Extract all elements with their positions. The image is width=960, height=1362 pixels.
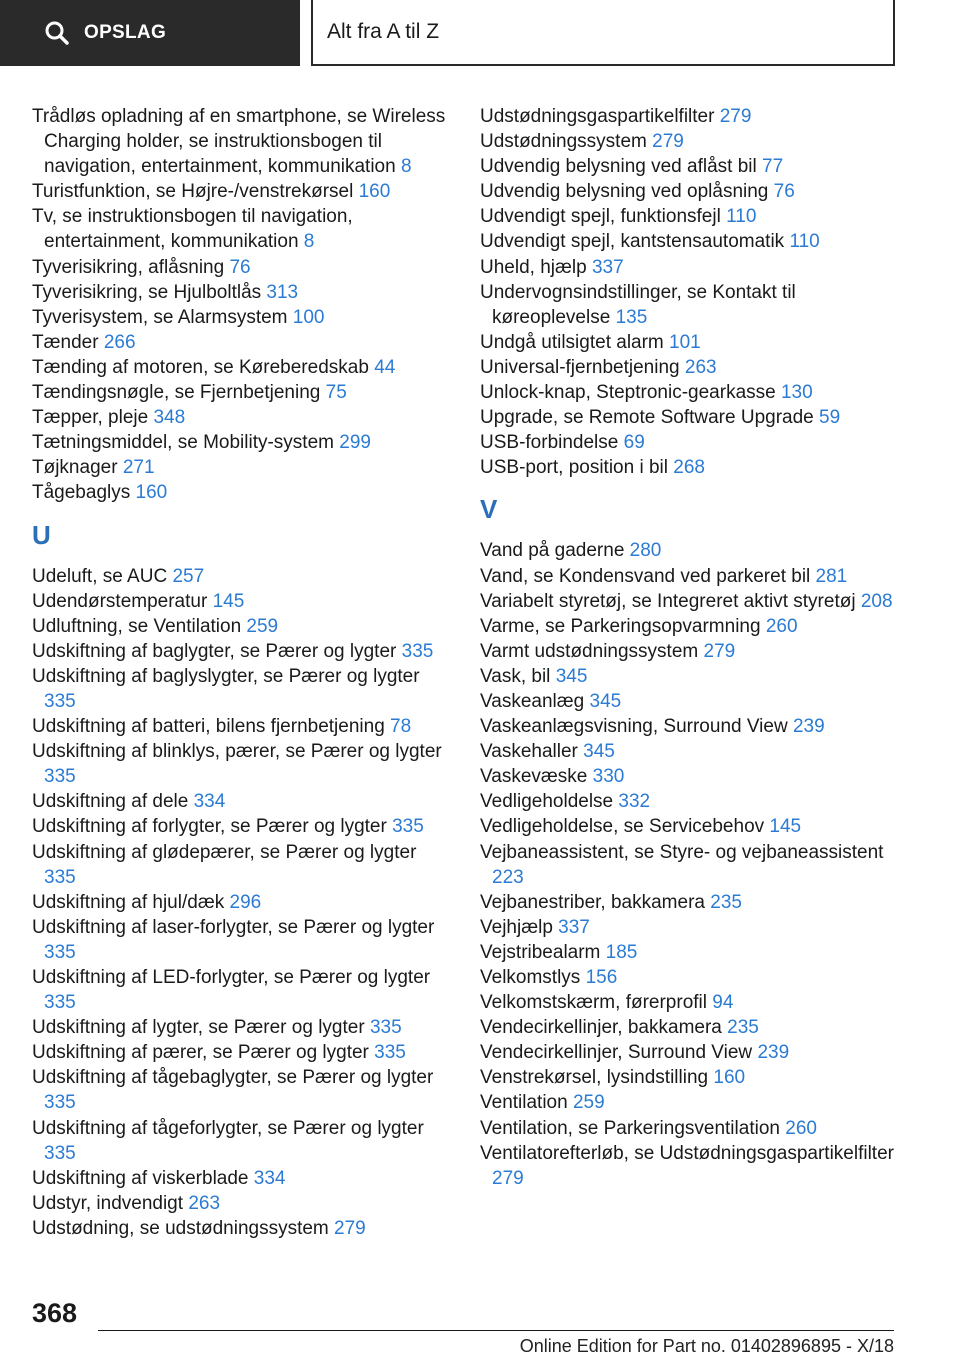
index-entry [32, 455, 452, 480]
index-entry-text: Udluftning, se Ventilation [32, 615, 242, 637]
index-entry-text: Udendørstemperatur [32, 590, 208, 612]
page-reference-link[interactable]: 235 [727, 1017, 759, 1039]
index-entry-text: Udstyr, indvendigt [32, 1192, 184, 1214]
index-entry [32, 280, 452, 305]
index-entry-text: Vand, se Kondensvand ved parkeret bil [480, 565, 811, 587]
index-entry-text: Venstrekørsel, lysindstilling [480, 1067, 709, 1089]
page-reference-link[interactable]: 145 [769, 816, 802, 838]
page-reference-link[interactable]: 160 [358, 181, 391, 203]
index-entry-text: Tæpper, pleje [32, 407, 149, 429]
section-title [311, 0, 895, 66]
index-entry-text: Vand på gaderne [480, 540, 625, 562]
index-entry [32, 204, 452, 254]
index-entry-text: Vask, bil [480, 665, 551, 687]
page-reference-link[interactable]: 239 [757, 1042, 790, 1064]
page-reference-link[interactable]: 332 [618, 791, 651, 813]
index-entry [32, 589, 452, 614]
index-entry-text: USB-port, position i bil [480, 457, 668, 479]
page-reference-link[interactable]: 8 [303, 231, 315, 253]
index-letter-heading: V [480, 494, 498, 525]
page-number: 368 [32, 1298, 78, 1328]
index-entry [480, 1141, 900, 1191]
index-entry [32, 739, 452, 789]
index-entry-text: Velkomstskærm, førerprofil [480, 992, 707, 1014]
index-entry-text: Udstødningsgaspartikelfilter [480, 106, 715, 127]
index-entry [480, 639, 900, 664]
index-entry-text: Udskiftning af baglygter, se Pærer og lygter [32, 640, 397, 662]
page-reference-link[interactable]: 69 [623, 432, 645, 454]
index-entry [480, 255, 900, 280]
index-entry-text: Udskiftning af tågebaglygter, se Pærer og lygter [32, 1067, 434, 1089]
page-reference-link[interactable]: 268 [673, 457, 705, 479]
index-entry [480, 840, 900, 890]
page-reference-link[interactable]: 76 [773, 181, 795, 203]
page-reference-link[interactable]: 260 [785, 1117, 817, 1139]
index-entry-text: Vejhjælp [480, 916, 553, 938]
index-entry-text: Tyverisikring, se Hjulboltlås [32, 281, 262, 303]
page-reference-link[interactable]: 259 [246, 615, 279, 637]
index-entry-text: Udskiftning af forlygter, se Pærer og lygter [32, 816, 387, 838]
index-entry [480, 664, 900, 689]
index-entry-text: Upgrade, se Remote Software Upgrade [480, 407, 814, 429]
index-entry-text: Vendecirkellinjer, Surround View [480, 1042, 753, 1064]
page-reference-link[interactable]: 259 [572, 1092, 605, 1114]
index-entry [480, 1090, 900, 1115]
index-entry-text: Variabelt styretøj, se Integreret aktivt styretøj [480, 590, 856, 612]
index-entry [32, 639, 452, 664]
index-entry-text: USB-forbindelse [480, 432, 619, 454]
page-reference-link[interactable]: 334 [193, 791, 226, 813]
index-entry-text: Udskiftning af LED-forlygter, se Pærer og lygter [32, 967, 431, 988]
page-reference-link[interactable]: 337 [591, 256, 624, 278]
section-title-text: Alt fra A til Z [327, 20, 440, 43]
index-entry-text: Udeluft, se AUC [32, 565, 168, 587]
page-reference-link[interactable]: 335 [374, 1042, 406, 1064]
index-column-right [480, 104, 900, 1191]
index-entry [480, 229, 900, 254]
index-entry [480, 789, 900, 814]
page-reference-link[interactable]: 78 [390, 716, 412, 738]
page-reference-link[interactable]: 335 [44, 941, 76, 963]
page-reference-link[interactable]: 335 [392, 816, 424, 838]
page-reference-link[interactable]: 345 [589, 690, 622, 712]
page-reference-link[interactable]: 345 [555, 665, 588, 687]
index-entry [480, 689, 900, 714]
index-entry [480, 129, 900, 154]
index-entry-text: Udskiftning af hjul/dæk [32, 891, 225, 913]
index-entry-text: Trådløs opladning af en smartphone, se Wireless Charging holder, se instruktionsbogen til navigation, entertainment, kommunikation [32, 106, 446, 178]
index-entry-text: Udskiftning af baglyslygter, se Pærer og lygter [32, 665, 420, 687]
page-reference-link[interactable]: 263 [684, 356, 717, 378]
index-entry [32, 179, 452, 204]
page-reference-link[interactable]: 279 [492, 1167, 524, 1189]
index-entry-text: Velkomstlys [480, 967, 581, 988]
page-reference-link[interactable]: 145 [212, 590, 245, 612]
page-reference-link[interactable]: 330 [592, 766, 625, 788]
index-entry [480, 890, 900, 915]
index-entry-text: Vendecirkellinjer, bakkamera [480, 1017, 722, 1039]
index-entry-text: Undgå utilsigtet alarm [480, 331, 664, 353]
index-entry [32, 104, 452, 179]
index-entry-text: Varmt udstødningssystem [480, 640, 699, 662]
page-reference-link[interactable]: 335 [44, 690, 76, 712]
index-entry-text: Tøjknager [32, 457, 118, 479]
page-reference-link[interactable]: 279 [719, 106, 752, 127]
index-entry [32, 305, 452, 330]
search-icon [44, 20, 70, 46]
page-reference-link[interactable]: 44 [374, 356, 396, 378]
index-entry [480, 154, 900, 179]
page-reference-link[interactable]: 76 [229, 256, 251, 278]
index-entry [32, 915, 452, 965]
index-column-left [32, 104, 452, 1241]
page-reference-link[interactable]: 299 [339, 432, 371, 454]
index-letter-heading: U [32, 519, 51, 550]
index-entry [480, 1015, 900, 1040]
index-entry [480, 564, 900, 589]
index-entry [32, 1065, 452, 1115]
page-reference-link[interactable]: 337 [558, 916, 590, 938]
index-entry-text: Udvendig belysning ved oplåsning [480, 181, 769, 203]
page-reference-link[interactable]: 313 [266, 281, 299, 303]
page-reference-link[interactable]: 263 [188, 1192, 221, 1214]
index-entry [32, 330, 452, 355]
index-entry [32, 714, 452, 739]
index-entry [480, 179, 900, 204]
page-reference-link[interactable]: 235 [710, 891, 742, 913]
index-entry-text: Vedligeholdelse [480, 791, 614, 813]
index-entry-text: Vejstribealarm [480, 941, 601, 963]
page-reference-link[interactable]: 279 [703, 640, 736, 662]
index-entry [480, 330, 900, 355]
index-entry [480, 280, 900, 330]
index-entry [32, 380, 452, 405]
index-entry [480, 380, 900, 405]
index-entry-text: Udvendigt spejl, funktionsfejl [480, 206, 721, 228]
index-entry [32, 965, 452, 1015]
index-entry [32, 355, 452, 380]
page-reference-link[interactable]: 94 [712, 992, 734, 1014]
page-reference-link[interactable]: 77 [762, 156, 784, 178]
index-entry-text: Vaskeanlæg [480, 690, 585, 712]
index-entry-text: Uheld, hjælp [480, 256, 587, 278]
index-entry [32, 789, 452, 814]
index-entry-text: Unlock-knap, Steptronic-gearkasse [480, 382, 776, 404]
index-entry-text: Varme, se Parkeringsopvarmning [480, 615, 761, 637]
index-entry [480, 1116, 900, 1141]
page-reference-link[interactable]: 75 [325, 382, 347, 404]
index-entry-text: Ventilation [480, 1092, 568, 1114]
index-entry [32, 1040, 452, 1065]
index-entry-text: Tv, se instruktionsbogen til navigation, entertainment, kommunikation [32, 206, 353, 253]
page-reference-link[interactable]: 208 [860, 590, 893, 612]
index-entry-text: Tænder [32, 331, 99, 353]
index-entry-text: Tyverisystem, se Alarmsystem [32, 306, 288, 328]
index-entry-text: Udskiftning af pærer, se Pærer og lygter [32, 1042, 369, 1064]
index-entry-text: Vaskeanlægsvisning, Surround View [480, 716, 788, 738]
page-reference-link[interactable]: 279 [334, 1217, 366, 1239]
index-entry [480, 1065, 900, 1090]
index-entry-text: Udskiftning af dele [32, 791, 189, 813]
index-entry [32, 890, 452, 915]
page-reference-link[interactable]: 334 [253, 1167, 286, 1189]
index-entry [480, 940, 900, 965]
index-entry [32, 405, 452, 430]
index-entry [32, 1191, 452, 1216]
page-reference-link[interactable]: 223 [492, 866, 524, 888]
page-reference-link[interactable]: 160 [713, 1067, 746, 1089]
index-entry-text: Undervognsindstillinger, se Kontakt til køreoplevelse [480, 281, 796, 328]
index-entry [32, 255, 452, 280]
page-reference-link[interactable]: 281 [815, 565, 848, 587]
footer-divider [98, 1330, 894, 1331]
index-entry-text: Udvendig belysning ved aflåst bil [480, 156, 757, 178]
index-entry-text: Udskiftning af viskerblade [32, 1167, 249, 1189]
page-reference-link[interactable]: 345 [583, 741, 615, 763]
index-entry [32, 430, 452, 455]
page-reference-link[interactable]: 335 [369, 1017, 402, 1039]
page-reference-link[interactable]: 271 [122, 457, 155, 479]
index-entry [480, 990, 900, 1015]
page-reference-link[interactable]: 335 [44, 1092, 76, 1114]
index-entry [480, 455, 900, 480]
index-entry-text: Udstødning, se udstødningssystem [32, 1217, 329, 1239]
index-entry [480, 739, 900, 764]
index-entry [480, 355, 900, 380]
index-entry-text: Udskiftning af glødepærer, se Pærer og lygter [32, 841, 417, 863]
index-entry [32, 840, 452, 890]
index-entry-text: Universal-fjernbetjening [480, 356, 680, 378]
index-entry-text: Tyverisikring, aflåsning [32, 256, 225, 278]
page-reference-link[interactable]: 260 [765, 615, 798, 637]
index-entry [480, 915, 900, 940]
index-entry [32, 564, 452, 589]
index-entry [32, 814, 452, 839]
index-entry-text: Ventilation, se Parkeringsventilation [480, 1117, 780, 1139]
index-entry [480, 1040, 900, 1065]
page-header [0, 0, 960, 66]
index-entry-text: Udskiftning af tågeforlygter, se Pærer og lygter [32, 1117, 424, 1139]
index-entry-text: Ventilatorefterløb, se Udstødningsgaspartikelfilter [480, 1142, 894, 1164]
index-entry-text: Vedligeholdelse, se Servicebehov [480, 816, 765, 838]
page-reference-link[interactable]: 135 [615, 306, 648, 328]
index-entry-text: Tænding af motoren, se Køreberedskab [32, 356, 369, 378]
index-entry-text: Turistfunktion, se Højre-/venstrekørsel [32, 181, 354, 203]
page-reference-link[interactable]: 335 [44, 766, 76, 788]
index-entry [32, 1015, 452, 1040]
page-reference-link[interactable]: 101 [669, 331, 701, 353]
index-entry-text: Vejbaneassistent, se Styre- og vejbaneassistent [480, 841, 884, 863]
tab-opslag-label: OPSLAG [84, 22, 167, 43]
page-reference-link[interactable]: 156 [585, 967, 618, 988]
page-reference-link[interactable]: 100 [292, 306, 325, 328]
page-reference-link[interactable]: 348 [153, 407, 186, 429]
index-entry [480, 204, 900, 229]
index-entry [480, 589, 900, 614]
index-entry [480, 104, 900, 129]
index-entry-text: Vaskehaller [480, 741, 578, 763]
index-entry [32, 1216, 452, 1241]
index-entry-text: Udskiftning af lygter, se Pærer og lygter [32, 1017, 365, 1039]
page-reference-link[interactable]: 110 [789, 231, 820, 253]
page-reference-link[interactable]: 280 [629, 540, 662, 562]
index-entry-text: Udskiftning af blinklys, pærer, se Pærer og lygter [32, 741, 442, 763]
tab-opslag[interactable] [0, 0, 300, 66]
page-reference-link[interactable]: 257 [172, 565, 205, 587]
index-entry [480, 538, 900, 563]
index-entry [480, 405, 900, 430]
index-entry-text: Udstødningssystem [480, 131, 647, 153]
index-entry-text: Udskiftning af batteri, bilens fjernbetjening [32, 716, 385, 738]
index-entry [32, 1166, 452, 1191]
index-entry [32, 614, 452, 639]
page-reference-link[interactable]: 130 [780, 382, 813, 404]
index-entry [32, 1116, 452, 1166]
page-reference-link[interactable]: 335 [44, 866, 76, 888]
page-reference-link[interactable]: 335 [44, 992, 76, 1014]
index-entry [480, 614, 900, 639]
index-entry-text: Vaskevæske [480, 766, 588, 788]
index-entry [32, 664, 452, 714]
index-entry-text: Tætningsmiddel, se Mobility-system [32, 432, 334, 454]
index-entry [32, 480, 452, 505]
page-reference-link[interactable]: 296 [229, 891, 262, 913]
page-reference-link[interactable]: 335 [44, 1142, 76, 1164]
index-entry [480, 714, 900, 739]
page-reference-link[interactable]: 59 [819, 407, 841, 429]
index-entry-text: Tændingsnøgle, se Fjernbetjening [32, 382, 321, 404]
page-reference-link[interactable]: 266 [103, 331, 136, 353]
page-reference-link[interactable]: 239 [792, 716, 825, 738]
index-entry-text: Vejbanestriber, bakkamera [480, 891, 705, 913]
page-reference-link[interactable]: 160 [135, 482, 168, 504]
index-entry [480, 430, 900, 455]
index-entry-text: Udvendigt spejl, kantstensautomatik [480, 231, 785, 253]
page-reference-link[interactable]: 8 [400, 156, 412, 178]
index-entry [480, 814, 900, 839]
page-reference-link[interactable]: 279 [652, 131, 684, 153]
index-entry [480, 965, 900, 990]
index-entry [480, 764, 900, 789]
index-entry-text: Udskiftning af laser-forlygter, se Pærer og lygter [32, 916, 435, 938]
page-reference-link[interactable]: 335 [401, 640, 434, 662]
footer-edition-text: Online Edition for Part no. 01402896895 - X/18 [519, 1336, 894, 1356]
page-reference-link[interactable]: 185 [605, 941, 638, 963]
index-entry-text: Tågebaglys [32, 482, 131, 504]
page-reference-link[interactable]: 110 [726, 206, 757, 228]
